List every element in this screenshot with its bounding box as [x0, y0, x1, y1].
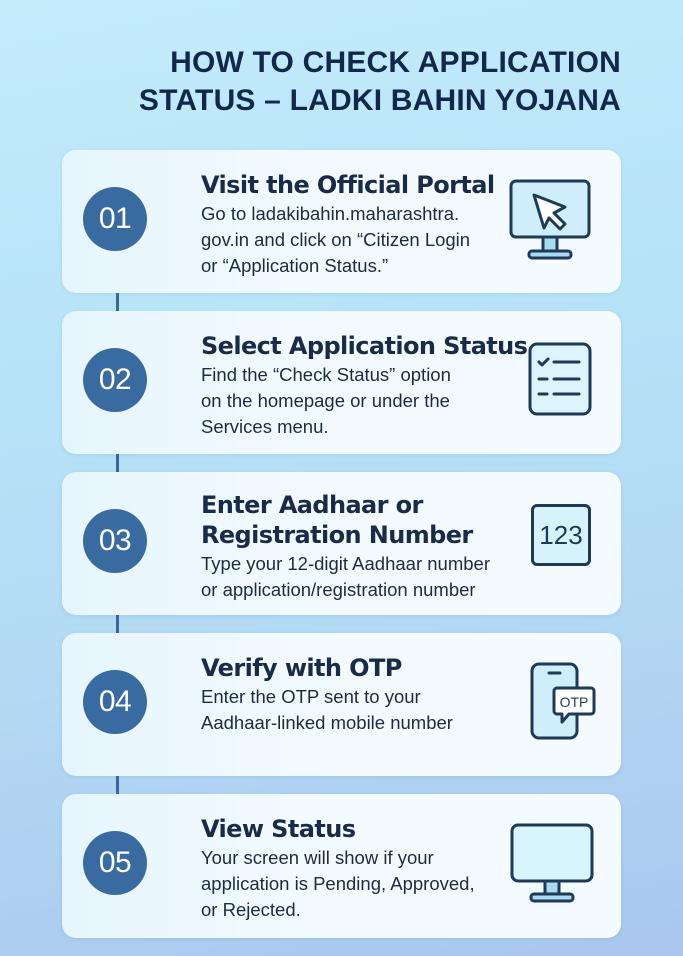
- step-card-4: [62, 633, 621, 776]
- checklist-icon: [527, 341, 593, 417]
- step-heading: Select Application Status: [201, 332, 528, 360]
- step-description: [201, 551, 521, 603]
- step-number-badge: 01: [83, 187, 147, 251]
- desc-line: gov.in and click on “Citizen Login: [201, 229, 471, 250]
- desc-line: Go to ladakibahin.maharashtra.: [201, 203, 460, 224]
- icon-text: 123: [531, 504, 591, 566]
- step-heading: View Status: [201, 815, 356, 843]
- phone-otp-icon: [527, 661, 597, 741]
- number-input-icon: [531, 504, 591, 566]
- desc-line: application is Pending, Approved,: [201, 873, 475, 894]
- step-description: [201, 201, 521, 279]
- desc-line: Aadhaar-linked mobile number: [201, 712, 453, 733]
- step-heading: [201, 490, 521, 550]
- step-number-badge: 04: [83, 670, 147, 734]
- step-connector: [116, 293, 119, 311]
- step-description: [201, 362, 521, 440]
- step-heading: Verify with OTP: [201, 654, 402, 682]
- desc-line: Type your 12-digit Aadhaar number: [201, 553, 490, 574]
- step-card-5: [62, 794, 621, 938]
- step-number-badge: 03: [83, 509, 147, 573]
- step-description: [201, 684, 521, 736]
- step-number-badge: 05: [83, 831, 147, 895]
- desc-line: or application/registration number: [201, 579, 476, 600]
- step-heading: Visit the Official Portal: [201, 171, 495, 199]
- page-title: [0, 44, 621, 120]
- step-card-1: [62, 150, 621, 293]
- desc-line: Find the “Check Status” option: [201, 364, 451, 385]
- desc-line: Enter the OTP sent to your: [201, 686, 421, 707]
- svg-text:OTP: OTP: [559, 694, 589, 710]
- title-line-2: STATUS – LADKI BAHIN YOJANA: [138, 84, 621, 117]
- step-number-badge: 02: [83, 348, 147, 412]
- desc-line: or Rejected.: [201, 899, 301, 920]
- desc-line: on the homepage or under the: [201, 390, 450, 411]
- desc-line: Services menu.: [201, 416, 329, 437]
- step-connector: [116, 615, 119, 633]
- monitor-icon: [509, 822, 597, 904]
- step-description: [201, 845, 521, 923]
- desc-line: or “Application Status.”: [201, 255, 389, 276]
- step-connector: [116, 454, 119, 472]
- heading-line: Registration Number: [201, 521, 473, 549]
- step-card-3: [62, 472, 621, 615]
- desc-line: Your screen will show if your: [201, 847, 434, 868]
- step-connector: [116, 776, 119, 794]
- heading-line: Enter Aadhaar or: [201, 491, 423, 519]
- monitor-cursor-icon: [507, 178, 597, 264]
- step-card-2: [62, 311, 621, 454]
- title-line-1: HOW TO CHECK APPLICATION: [170, 46, 621, 79]
